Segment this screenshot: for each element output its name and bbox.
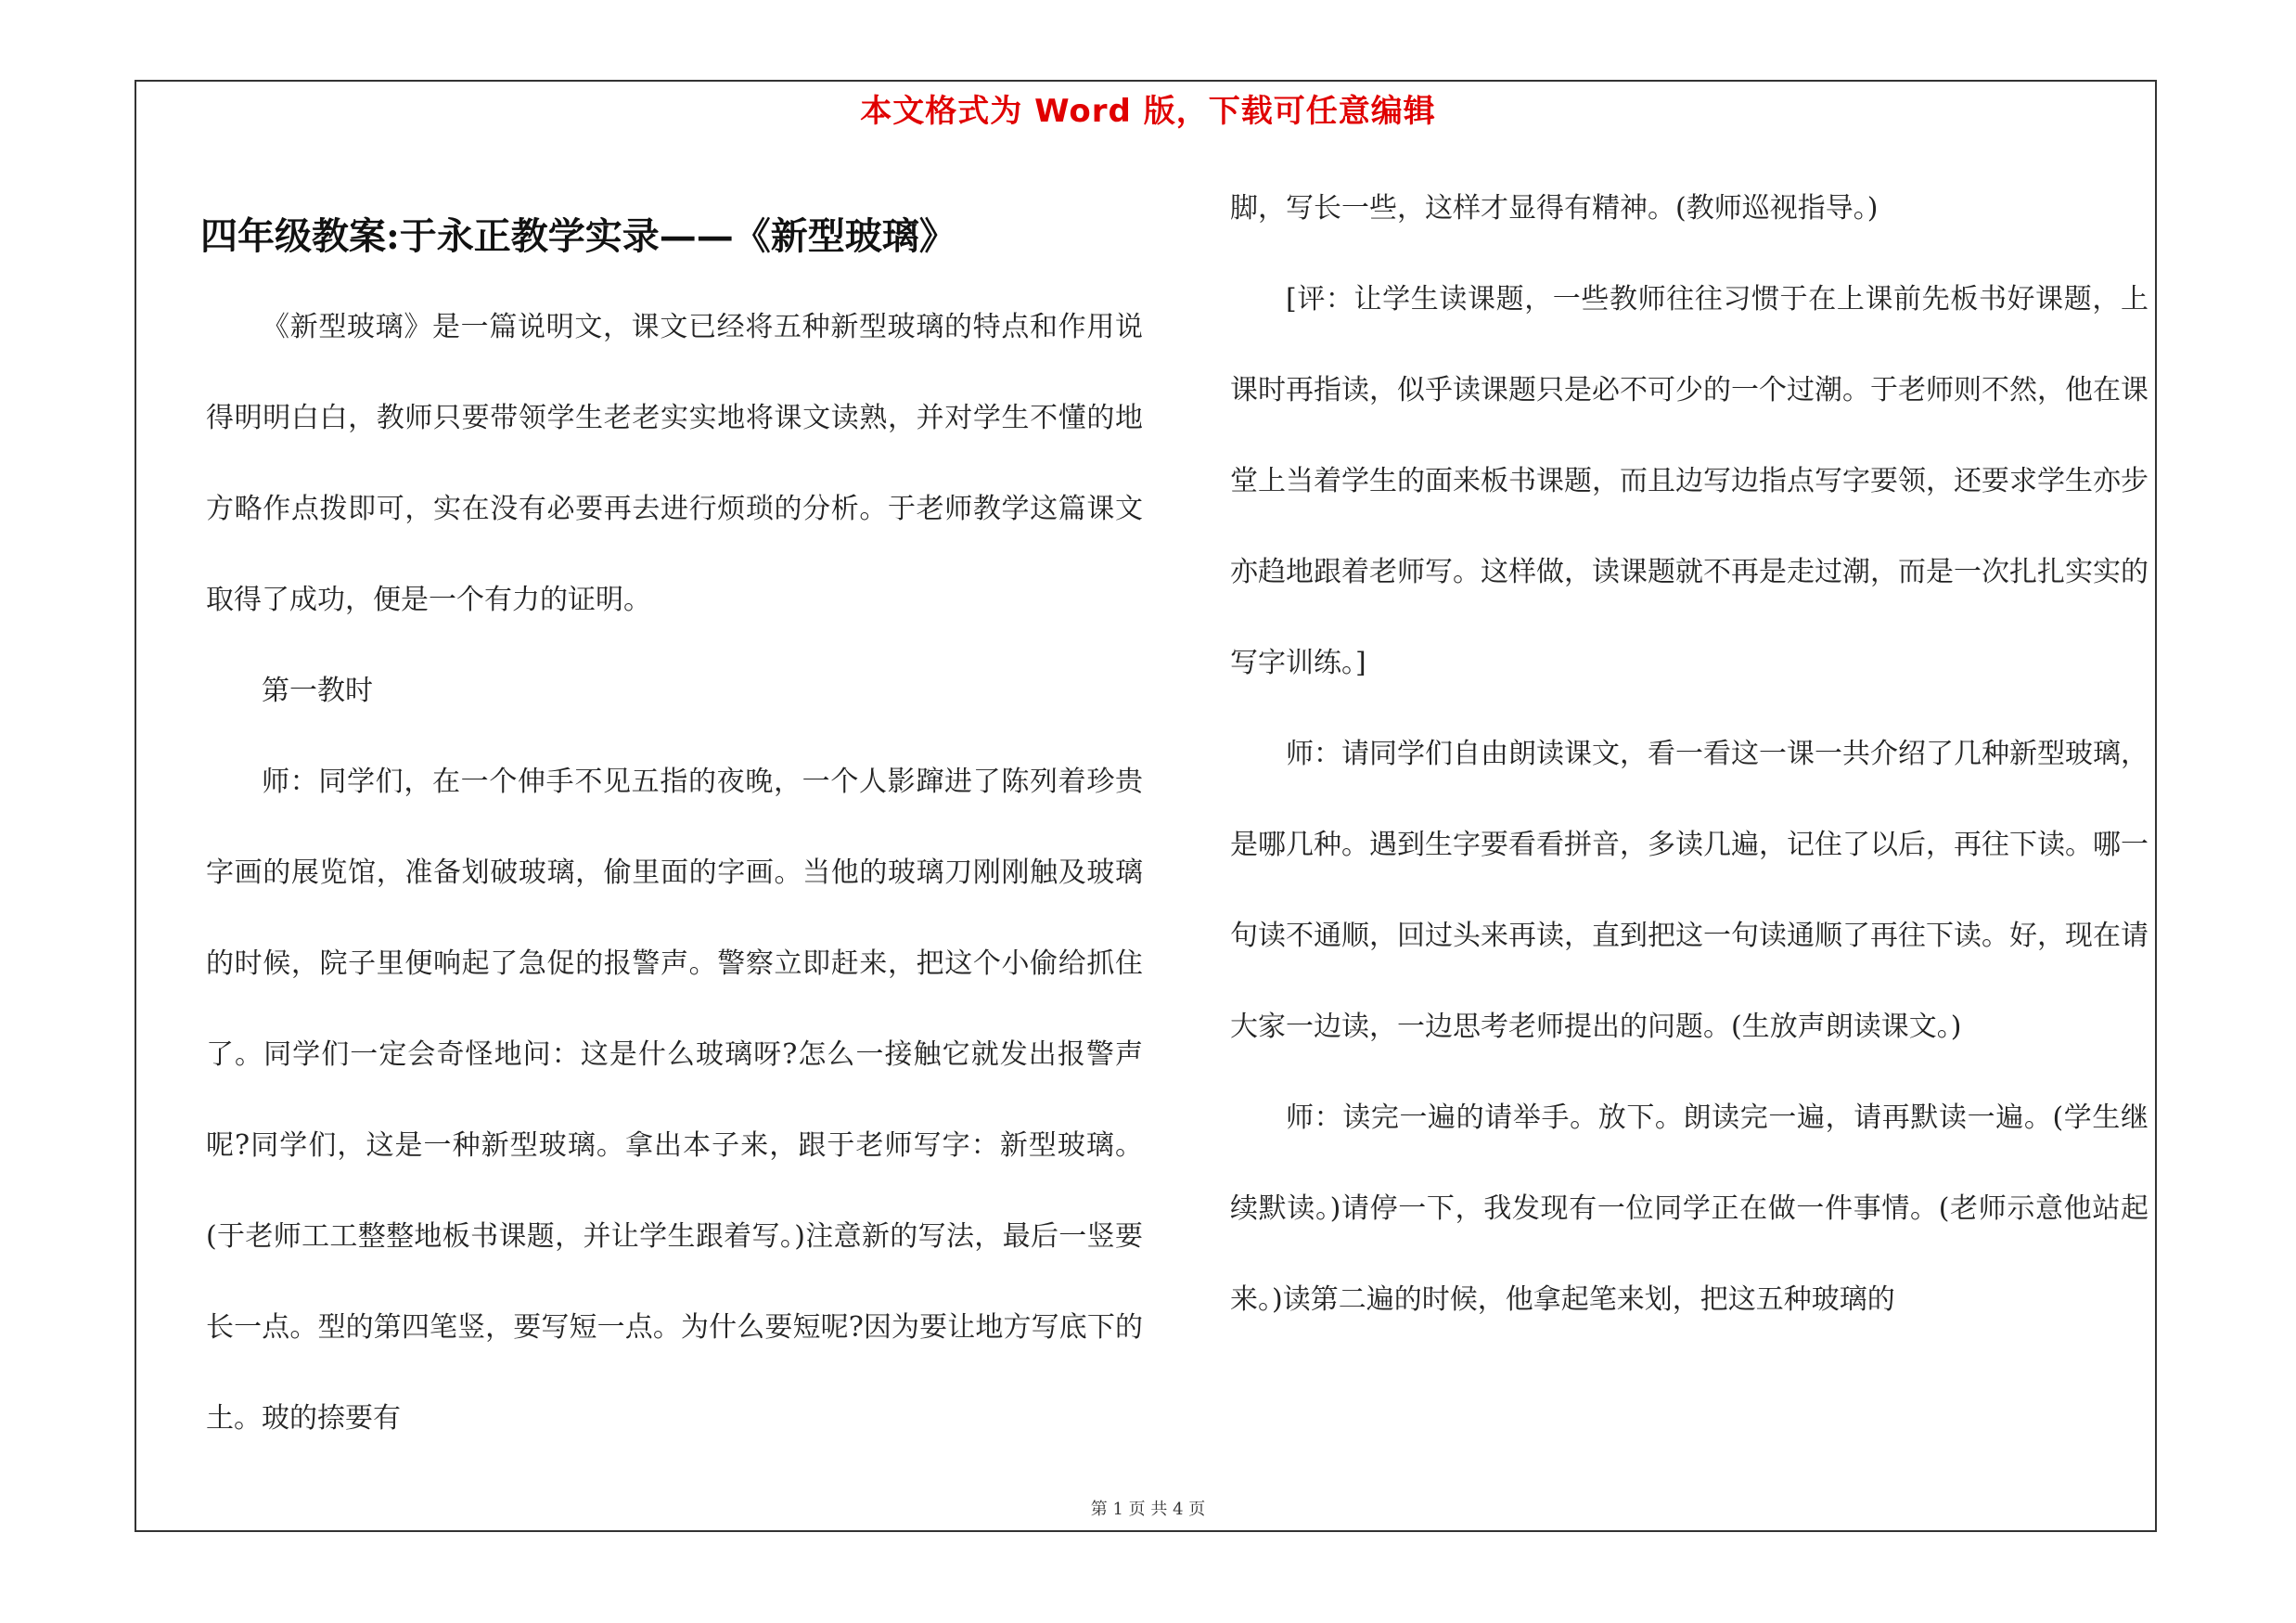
commentary-paragraph: [评：让学生读课题，一些教师往往习惯于在上课前先板书好课题，上课时再指读，似乎读课题只是必不可少的一个过潮。于老师则不然，他在课堂上当着学生的面来板书课题，而且边写边指点写字要领，还要求学生亦步亦趋地跟着老师写。这样做，读课题就不再是走过潮，而是一次扎扎实实的写字训练。] [1230,283,2148,679]
paragraph: 师：请同学们自由朗读课文，看一看这一课一共介绍了几种新型玻璃，是哪几种。遇到生字要看看拼音，多读几遍，记住了以后，再往下读。哪一句读不通顺，回过头来再读，直到把这一句读通顺了再往下读。好，现在请大家一边读，一边思考老师提出的问题。(生放声朗读课文。) [1230,738,2148,1043]
paragraph: 脚，写长一些，这样才显得有精神。(教师巡视指导。) [1230,192,1879,225]
right-column [1230,163,2148,1346]
document-title: 四年级教案:于永正教学实录——《新型玻璃》 [200,214,956,258]
paragraph: 《新型玻璃》是一篇说明文，课文已经将五种新型玻璃的特点和作用说得明明白白，教师只要带领学生老老实实地将课文读熟，并对学生不懂的地方略作点拨即可，实在没有必要再去进行烦琐的分析。于老师教学这篇课文取得了成功，便是一个有力的证明。 [206,311,1143,616]
word-format-banner: 本文格式为 Word 版，下载可任意编辑 [860,93,1436,130]
page-footer: 第 1 页 共 4 页 [1090,1500,1206,1519]
paragraph: 师：读完一遍的请举手。放下。朗读完一遍，请再默读一遍。(学生继续默读。)请停一下，我发现有一位同学正在做一件事情。(老师示意他站起来。)读第二遍的时候，他拿起笔来划，把这五种玻璃的 [1230,1101,2149,1316]
left-column [200,191,1143,1464]
section-heading: 第一教时 [262,675,373,707]
paragraph: 师：同学们，在一个伸手不见五指的夜晚，一个人影蹿进了陈列着珍贵字画的展览馆，准备划破玻璃，偷里面的字画。当他的玻璃刀刚刚触及玻璃的时候，院子里便响起了急促的报警声。警察立即赶来，把这个小偷给抓住了。同学们一定会奇怪地问：这是什么玻璃呀?怎么一接触它就发出报警声呢?同学们，这是一种新型玻璃。拿出本子来，跟于老师写字：新型玻璃。(于老师工工整整地板书课题，并让学生跟着写。)注意新的写法，最后一竖要长一点。型的第四笔竖，要写短一点。为什么要短呢?因为要让地方写底下的土。玻的捺要有 [206,766,1143,1435]
